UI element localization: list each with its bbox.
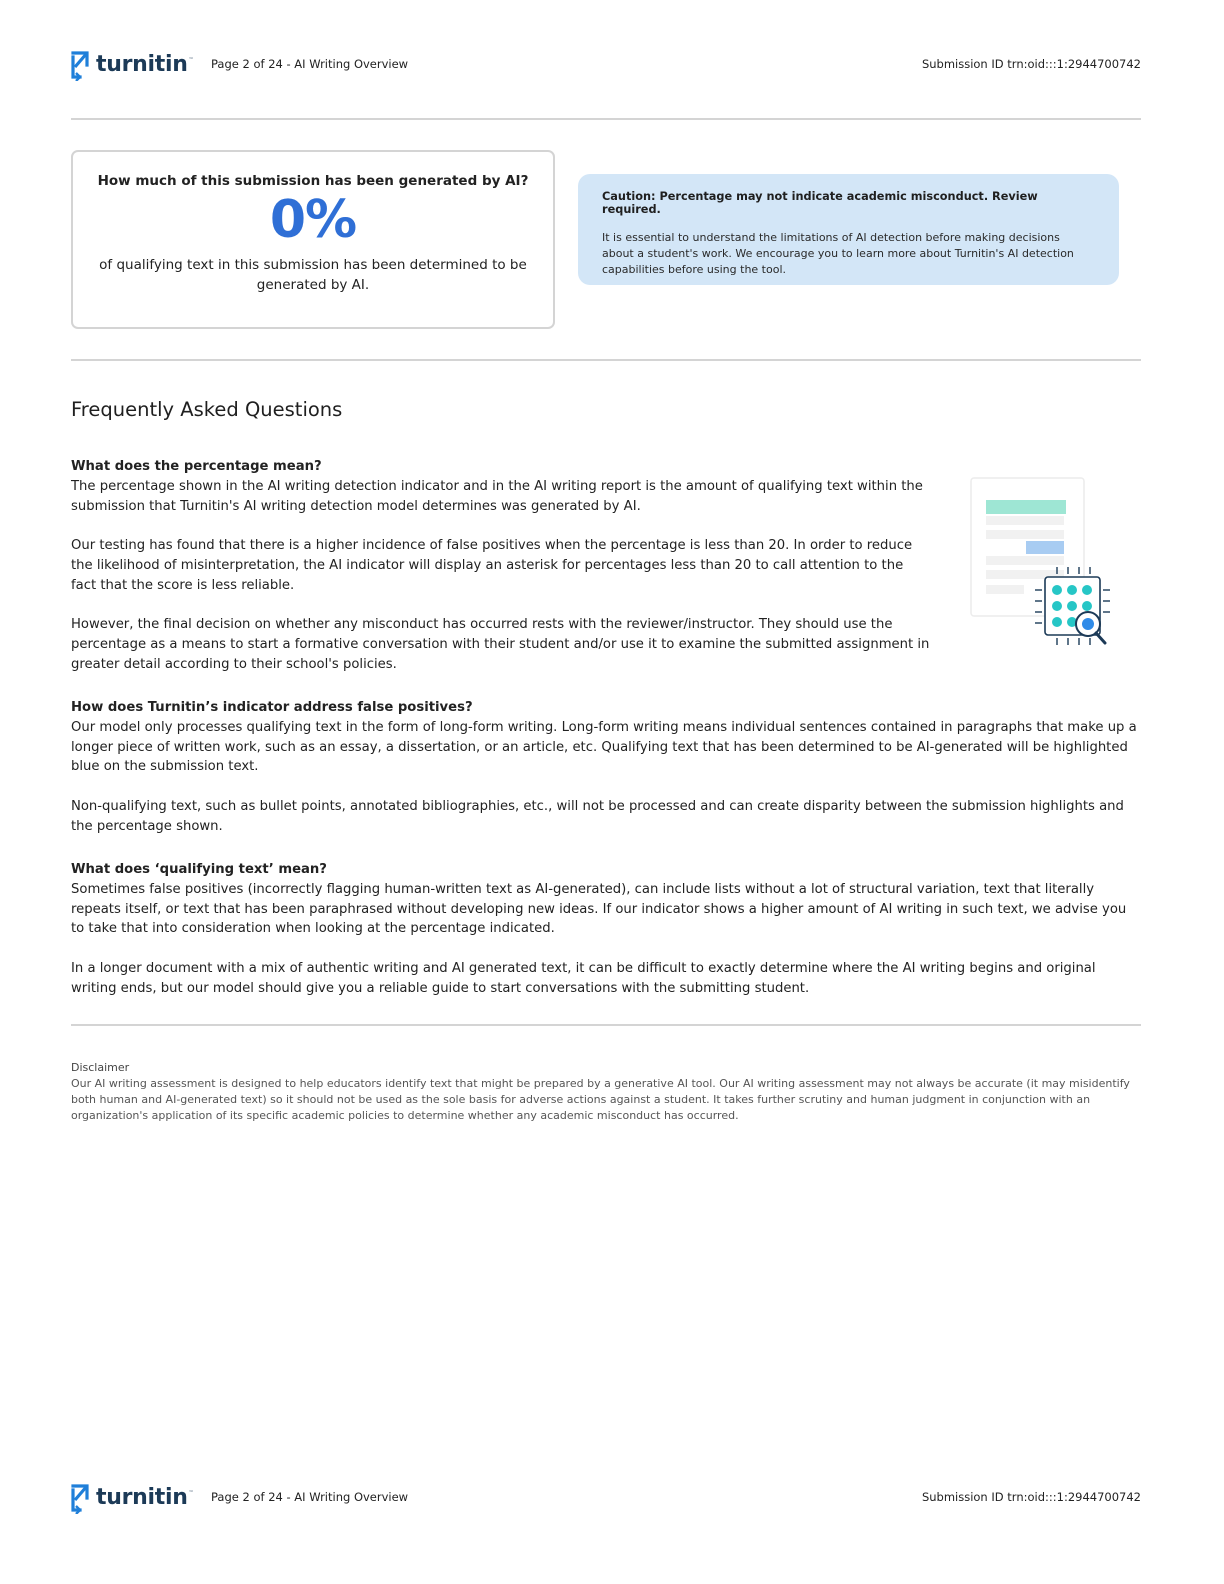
highlight-bar-icon xyxy=(986,500,1066,514)
faq-question: What does ‘qualifying text’ mean? xyxy=(71,862,327,877)
turnitin-logo-icon xyxy=(70,1480,92,1514)
faq-question: What does the percentage mean? xyxy=(71,459,322,474)
brand-name: turnitin xyxy=(96,51,188,77)
brand-name: turnitin xyxy=(96,1484,188,1510)
faq-paragraph: Sometimes false positives (incorrectly flagging human-written text as AI-generated), can include lists without a lot of structural variation, text that literally repeats itself, or text that has been paraphrased without developing new ideas. If our indicator shows a higher amount of AI writing in such text, we advise you to take that into consideration when looking at the percentage indicated. xyxy=(71,881,1127,937)
divider xyxy=(71,359,1141,361)
caution-panel xyxy=(578,174,1119,285)
page-footer xyxy=(70,1477,1141,1517)
chip-icon xyxy=(1035,567,1110,645)
trademark-mark: ™ xyxy=(188,57,194,63)
page-info: Page 2 of 24 - AI Writing Overview xyxy=(211,57,409,71)
submission-id: Submission ID trn:oid:::1:2944700742 xyxy=(921,57,1141,71)
ai-score-question: How much of this submission has been generated by AI? xyxy=(97,173,529,189)
ai-score-card xyxy=(71,150,555,329)
faq-paragraph: Our model only processes qualifying text in the form of long-form writing. Long-form writing means individual sentences contained in paragraphs that make up a longer piece of written work, such as an essay, a dissertation, or an article, etc. Qualifying text that has been determined to be AI-generated will be highlighted blue on the submission text. xyxy=(71,719,1137,775)
faq-title: Frequently Asked Questions xyxy=(71,398,343,421)
submission-id: Submission ID trn:oid:::1:2944700742 xyxy=(921,1490,1141,1504)
turnitin-logo xyxy=(70,1480,211,1514)
faq-item xyxy=(71,457,931,675)
trademark-mark: ™ xyxy=(188,1490,194,1496)
faq-paragraph: However, the final decision on whether any misconduct has occurred rests with the reviewer/instructor. They should use the percentage as a means to start a formative conversation with their student and/or use it to examine the submitted assignment in greater detail according to their school's policies. xyxy=(71,617,930,672)
disclaimer xyxy=(71,1060,1143,1124)
divider xyxy=(71,1024,1141,1026)
caution-title: Caution: Percentage may not indicate academic misconduct. Review required. xyxy=(602,190,1038,216)
disclaimer-title: Disclaimer xyxy=(71,1061,130,1074)
faq-paragraph: The percentage shown in the AI writing detection indicator and in the AI writing report is the amount of qualifying text within the submission that Turnitin's AI writing detection model determines was generated by AI. xyxy=(71,478,923,514)
faq-paragraph: Non-qualifying text, such as bullet points, annotated bibliographies, etc., will not be processed and can create disparity between the submission highlights and the percentage shown. xyxy=(71,798,1124,834)
caution-body: It is essential to understand the limitations of AI detection before making decisions about a student's work. We encourage you to learn more about Turnitin's AI detection capabilities before using the tool. xyxy=(602,231,1074,276)
faq-question: How does Turnitin’s indicator address false positives? xyxy=(71,700,473,715)
page-info: Page 2 of 24 - AI Writing Overview xyxy=(211,1490,409,1504)
faq-paragraph: In a longer document with a mix of authentic writing and AI generated text, it can be difficult to exactly determine where the AI writing begins and original writing ends, but our model should give you a reliable guide to start conversations with the submitting student. xyxy=(71,960,1096,996)
faq-item xyxy=(71,860,1141,999)
disclaimer-body: Our AI writing assessment is designed to help educators identify text that might be prepared by a generative AI tool. Our AI writing assessment may not always be accurate (it may misidentify both human and AI-generated text) so it should not be used as the sole basis for adverse actions against a student. It takes further scrutiny and human judgment in conjunction with an organization's application of its specific academic policies to determine whether any academic misconduct has occurred. xyxy=(71,1077,1130,1122)
turnitin-logo xyxy=(70,47,211,81)
ai-detection-illustration xyxy=(965,475,1115,651)
divider xyxy=(71,118,1141,120)
faq-paragraph: Our testing has found that there is a higher incidence of false positives when the percentage is less than 20. In order to reduce the likelihood of misinterpretation, the AI indicator will display an asterisk for percentages less than 20 to call attention to the fact that the score is less reliable. xyxy=(71,538,913,593)
faq-item xyxy=(71,698,1141,837)
ai-score-percentage: 0% xyxy=(269,190,357,250)
ai-score-description: of qualifying text in this submission has been determined to be generated by AI. xyxy=(99,257,527,293)
page-header xyxy=(70,44,1141,84)
turnitin-logo-icon xyxy=(70,47,92,81)
